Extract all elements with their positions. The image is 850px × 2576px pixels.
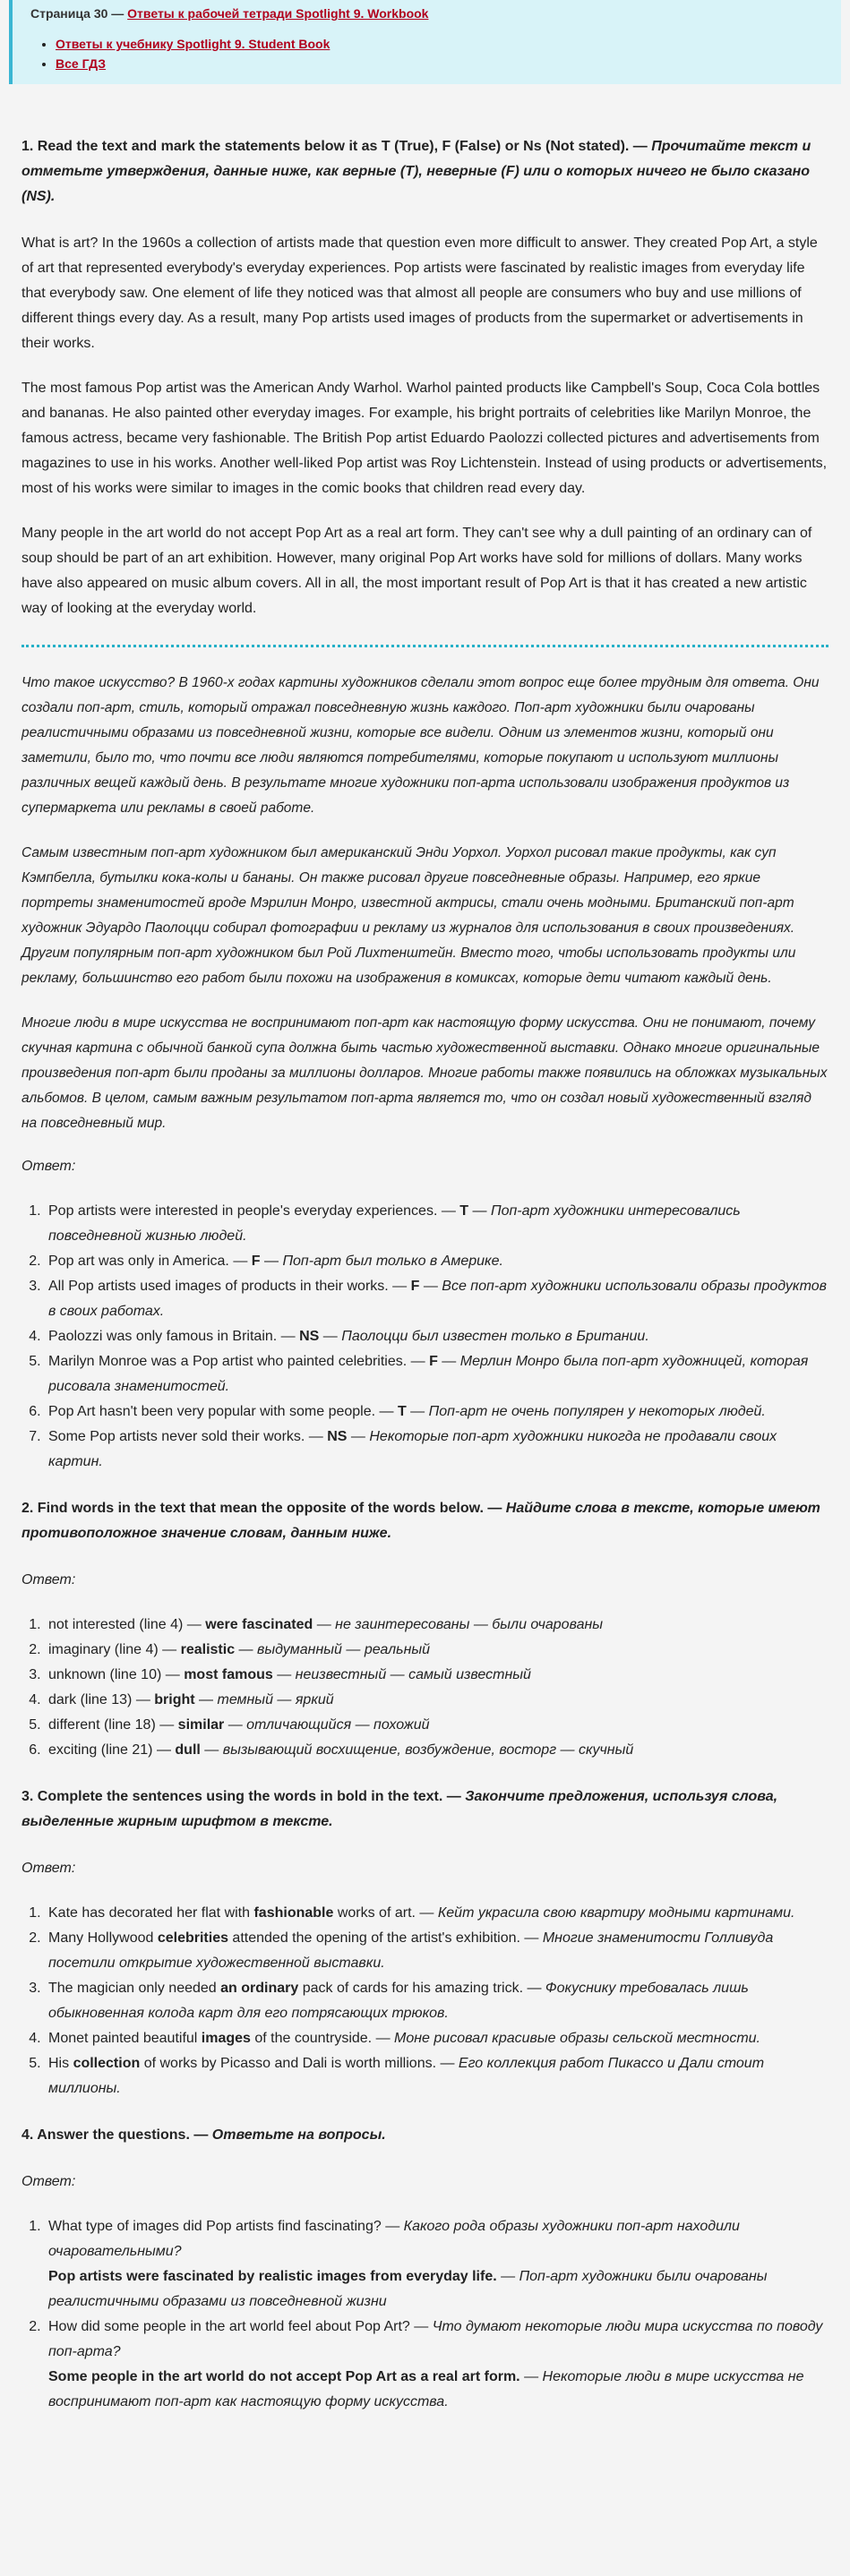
word-text: different (line 18) — — [48, 1717, 178, 1733]
word-text: exciting (line 21) — — [48, 1742, 176, 1758]
list-item — [56, 54, 823, 73]
task4-heading: 4. Answer the questions. — Ответьте на вопросы. — [21, 2127, 386, 2143]
list-item: 2. Pop art was only in America. — F — Поп-арт был только в Америке. — [45, 1249, 829, 1274]
answer-key: NS — [299, 1329, 320, 1344]
list-item: 1. Pop artists were interested in people's everyday experiences. — T — Поп-арт художники интересовались повседневной жизнью людей. — [45, 1199, 829, 1249]
list-item: 7. Some Pop artists never sold their works. — NS — Некоторые поп-арт художники никогда не продавали своих картин. — [45, 1425, 829, 1475]
list-item — [45, 1976, 829, 2026]
task1-title-ru: Прочитайте текст и отметьте утверждения, данные ниже, как верные (T), неверные (F) или о которых ничего не было сказано (NS). — [21, 139, 811, 204]
task1-answers — [21, 1199, 829, 1475]
answer-translation: Поп-арт художники были очарованы реалистичными образами из повседневной жизни — [48, 2269, 768, 2309]
answer-key: fashionable — [253, 1905, 334, 1921]
list-item: 3. unknown (line 10) — most famous — неизвестный — самый известный — [45, 1663, 829, 1688]
list-item: 5. Marilyn Monroe was a Pop artist who painted celebrities. — F — Мерлин Монро была поп-арт художницей, которая рисовала знаменитостей. — [45, 1349, 829, 1399]
translation-text: Поп-арт был только в Америке. — [282, 1254, 503, 1269]
translation-text: Моне рисовал красивые образы сельской местности. — [394, 2031, 760, 2046]
answer-text: Some people in the art world do not accept Pop Art as a real art form. — [48, 2369, 520, 2384]
translation-text: Некоторые поп-арт художники никогда не продавали своих картин. — [48, 1429, 777, 1469]
sentence-end: of works by Picasso and Dali is worth millions. — — [140, 2056, 459, 2071]
sentence-start: Monet painted beautiful — [48, 2031, 202, 2046]
translation-text: Поп-арт художники интересовались повседневной жизнью людей. — [48, 1203, 741, 1244]
links-list — [30, 34, 823, 73]
answer-key: most famous — [184, 1667, 273, 1682]
task3-answers — [21, 1901, 829, 2101]
task4-answers — [21, 2214, 829, 2415]
list-item — [45, 2051, 829, 2101]
workbook-link[interactable]: Ответы к рабочей тетради Spotlight 9. Workbook — [127, 6, 429, 21]
word-text: not interested (line 4) — — [48, 1617, 206, 1632]
sentence-start: Many Hollywood — [48, 1930, 158, 1946]
translation-text: темный — яркий — [217, 1692, 334, 1707]
dotted-divider — [21, 645, 829, 647]
sentence-end: of the countryside. — — [250, 2031, 395, 2046]
answer-label: Ответ: — [21, 1159, 76, 1174]
task3-heading: 3. Complete the sentences using the words in bold in the text. — Закончите предложения, используя слова, выделенные жирным шрифтом в тексте. — [21, 1789, 778, 1829]
list-item: 6. exciting (line 21) — dull — вызывающий восхищение, возбуждение, восторг — скучный — [45, 1738, 829, 1763]
all-gdz-link[interactable]: Все ГДЗ — [56, 56, 107, 71]
statement-text: Paolozzi was only famous in Britain. — — [48, 1329, 300, 1344]
translation-text: не заинтересованы — были очарованы — [335, 1617, 604, 1632]
sentence-start: The magician only needed — [48, 1981, 221, 1996]
answer-key: dull — [175, 1742, 201, 1758]
answer-key: realistic — [180, 1642, 236, 1657]
sentence-start: Kate has decorated her flat with — [48, 1905, 254, 1921]
task3-title-ru: Закончите предложения, используя слова, выделенные жирным шрифтом в тексте. — [21, 1789, 778, 1829]
translation-text: отличающийся — похожий — [246, 1717, 430, 1733]
task2-title-ru: Найдите слова в тексте, которые имеют противоположное значение словам, данным ниже. — [21, 1501, 820, 1541]
translation-text: выдуманный — реальный — [256, 1642, 431, 1657]
answer-line: Pop artists were fascinated by realistic images from everyday life. — Поп-арт художники были очарованы реалистичными образами из повседневной жизни — [48, 2269, 768, 2309]
answer-key: bright — [154, 1692, 195, 1707]
answer-key: F — [251, 1254, 261, 1269]
answer-translation: Некоторые люди в мире искусства не воспринимают поп-арт как настоящую форму искусства. — [48, 2369, 804, 2409]
links-box — [9, 0, 841, 84]
translation-paragraph-1: Что такое искусство? В 1960-х годах картины художников сделали этот вопрос еще более трудным для ответа. Они создали поп-арт, стиль, который отражал повседневную жизнь каждого. Поп-арт художники были очарованы реалистичными образами из повседневной жизни, которые все видели. Одним из элементов жизни, который они заметили, было то, что почти все люди являются потребителями, которые покупают и используют миллионы различных вещей каждый день. В результате многие художники поп-арта использовали изображения продуктов из супермаркета или рекламы в своей работе. — [21, 675, 820, 816]
answer-line: Some people in the art world do not accept Pop Art as a real art form. — Некоторые люди в мире искусства не воспринимают поп-арт как настоящую форму искусства. — [48, 2369, 804, 2409]
text-paragraph-1: What is art? In the 1960s a collection of artists made that question even more difficult to answer. They created Pop Art, a style of art that represented everybody's everyday experiences. Pop artists were fascinated by realistic images from everyday life that everybody saw. One element of life they noticed was that almost all people are consumers who buy and use millions of different things every day. As a result, many Pop artists used images of products from the supermarket or advertisements in their works. — [21, 235, 818, 351]
list-item: 5. different (line 18) — similar — отличающийся — похожий — [45, 1713, 829, 1738]
word-text: unknown (line 10) — — [48, 1667, 185, 1682]
text-paragraph-2: The most famous Pop artist was the American Andy Warhol. Warhol painted products like Campbell's Soup, Coca Cola bottles and bananas. He also painted other everyday images. For example, his bright portraits of celebrities like Marilyn Monroe, the famous actress, became very fashionable. The British Pop artist Eduardo Paolozzi collected pictures and advertisements from magazines to use in his works. Another well-liked Pop artist was Roy Lichtenstein. Instead of using products or advertisements, most of his works were similar to images in the comic books that children read every day. — [21, 381, 828, 496]
statement-text: Some Pop artists never sold their works. — — [48, 1429, 328, 1444]
answer-key: images — [201, 2031, 251, 2046]
list-item — [45, 2026, 829, 2051]
student-book-link[interactable]: Ответы к учебнику Spotlight 9. Student Book — [56, 37, 331, 51]
answer-key: collection — [73, 2056, 141, 2071]
translation-paragraph-3: Многие люди в мире искусства не воспринимают поп-арт как настоящую форму искусства. Они не понимают, почему скучная картина с обычной банкой супа должна быть частью художественной выставки. Однако многие оригинальные произведения поп-арт были проданы за миллионы долларов. Многие работы также появились на обложках музыкальных альбомов. В целом, самым важным результатом поп-арта является то, что он создал новый художественный взгляд на повседневный мир. — [21, 1015, 828, 1131]
list-item — [45, 1901, 829, 1926]
sentence-end: pack of cards for his amazing trick. — — [298, 1981, 545, 1996]
statement-text: Pop artists were interested in people's everyday experiences. — — [48, 1203, 460, 1219]
translation-text: Мерлин Монро была поп-арт художницей, которая рисовала знаменитостей. — [48, 1354, 809, 1394]
sentence-start: His — [48, 2056, 73, 2071]
text-paragraph-3: Many people in the art world do not accept Pop Art as a real art form. They can't see why a dull painting of an ordinary can of soup should be part of an art exhibition. However, many original Pop Art works have sold for millions of dollars. Many works have also appeared on music album covers. All in all, the most important result of Pop Art is that it has created a new artistic way of looking at the everyday world. — [21, 526, 812, 616]
task2-heading: 2. Find words in the text that mean the opposite of the words below. — Найдите слова в тексте, которые имеют противоположное значение словам, данным ниже. — [21, 1501, 820, 1541]
list-item: 2. imaginary (line 4) — realistic — выдуманный — реальный — [45, 1638, 829, 1663]
answer-text: Pop artists were fascinated by realistic images from everyday life. — [48, 2269, 497, 2284]
translation-text: Паолоцци был известен только в Британии. — [341, 1329, 649, 1344]
task3-title: 3. Complete the sentences using the words in bold in the text. — [21, 1789, 443, 1804]
answer-key: NS — [327, 1429, 348, 1444]
answer-key: celebrities — [157, 1930, 228, 1946]
task4-title-ru: Ответьте на вопросы. — [211, 2127, 386, 2143]
translation-text: Фокуснику требовалась лишь обыкновенная колода карт для его потрясающих трюков. — [48, 1981, 749, 2021]
answer-key: T — [397, 1404, 407, 1419]
word-text: dark (line 13) — — [48, 1692, 155, 1707]
list-item — [45, 2315, 829, 2415]
page-header — [30, 4, 823, 23]
translation-text: Все поп-арт художники использовали образы продуктов в своих работах. — [48, 1279, 828, 1319]
main-content — [9, 84, 841, 2415]
task1-heading: 1. Read the text and mark the statements below it as T (True), F (False) or Ns (Not stated). — Прочитайте текст и отметьте утверждения, данные ниже, как верные (T), неверные (F) или о которых ничего не было сказано (NS). — [21, 139, 811, 204]
task2-answers — [21, 1613, 829, 1763]
list-item — [56, 34, 823, 54]
answer-key: F — [429, 1354, 438, 1369]
sentence-end: works of art. — — [333, 1905, 438, 1921]
page-prefix: Страница 30 — — [30, 6, 128, 21]
answer-label: Ответ: — [21, 1572, 76, 1588]
translation-text: Многие знаменитости Голливуда посетили открытие художественной выставки. — [48, 1930, 774, 1971]
answer-key: T — [459, 1203, 469, 1219]
task1-title: 1. Read the text and mark the statements below it as T (True), F (False) or Ns (Not stated). — [21, 139, 630, 154]
word-text: imaginary (line 4) — — [48, 1642, 181, 1657]
translation-text: неизвестный — самый известный — [295, 1667, 531, 1682]
translation-text: Кейт украсила свою квартиру модными картинами. — [437, 1905, 795, 1921]
list-item: 3. All Pop artists used images of products in their works. — F — Все поп-арт художники использовали образы продуктов в своих работах. — [45, 1274, 829, 1324]
translation-text: Поп-арт не очень популярен у некоторых людей. — [428, 1404, 766, 1419]
page — [9, 0, 841, 2415]
statement-text: Pop art was only in America. — — [48, 1254, 252, 1269]
answer-key: similar — [177, 1717, 225, 1733]
sentence-end: attended the opening of the artist's exhibition. — — [228, 1930, 543, 1946]
question-text: What type of images did Pop artists find fascinating? — — [48, 2219, 404, 2234]
task4-title: 4. Answer the questions. — [21, 2127, 190, 2143]
answer-key: F — [410, 1279, 420, 1294]
list-item: 6. Pop Art hasn't been very popular with some people. — T — Поп-арт не очень популярен у некоторых людей. — [45, 1399, 829, 1425]
list-item: 4. Paolozzi was only famous in Britain. — NS — Паолоцци был известен только в Британии. — [45, 1324, 829, 1349]
translation-text: Его коллекция работ Пикассо и Дали стоит миллионы. — [48, 2056, 765, 2096]
list-item: 4. dark (line 13) — bright — темный — яркий — [45, 1688, 829, 1713]
question-translation: Что думают некоторые люди мира искусства по поводу поп-арта? — [48, 2319, 823, 2359]
statement-text: All Pop artists used images of products in their works. — — [48, 1279, 411, 1294]
answer-key: an ordinary — [220, 1981, 299, 1996]
task2-title: 2. Find words in the text that mean the opposite of the words below. — [21, 1501, 484, 1516]
answer-label: Ответ: — [21, 2174, 76, 2189]
list-item — [45, 2214, 829, 2315]
question-translation: Какого рода образы художники поп-арт находили очаровательными? — [48, 2219, 740, 2259]
question-text: How did some people in the art world feel about Pop Art? — — [48, 2319, 433, 2334]
statement-text: Pop Art hasn't been very popular with some people. — — [48, 1404, 398, 1419]
list-item: 1. not interested (line 4) — were fascinated — не заинтересованы — были очарованы — [45, 1613, 829, 1638]
statement-text: Marilyn Monroe was a Pop artist who painted celebrities. — — [48, 1354, 430, 1369]
list-item — [45, 1926, 829, 1976]
answer-key: were fascinated — [205, 1617, 313, 1632]
translation-text: вызывающий восхищение, возбуждение, восторг — скучный — [222, 1742, 634, 1758]
translation-paragraph-2: Самым известным поп-арт художником был американский Энди Уорхол. Уорхол рисовал такие продукты, как суп Кэмпбелла, бутылки кока-колы и бананы. Он также рисовал другие повседневные образы. Например, его яркие портреты знаменитостей вроде Мэрилин Монро, известной актрисы, стали очень модными. Британский поп-арт художник Эдуардо Паолоцци собирал фотографии и рекламу из журналов для использования в своих произведениях. Другим популярным поп-арт художником был Рой Лихтенштейн. Вместо того, чтобы использовать продукты или рекламу, большинство его работ были похожи на изображения в комиксах, которые дети читают каждый день. — [21, 845, 796, 986]
answer-label: Ответ: — [21, 1861, 76, 1876]
